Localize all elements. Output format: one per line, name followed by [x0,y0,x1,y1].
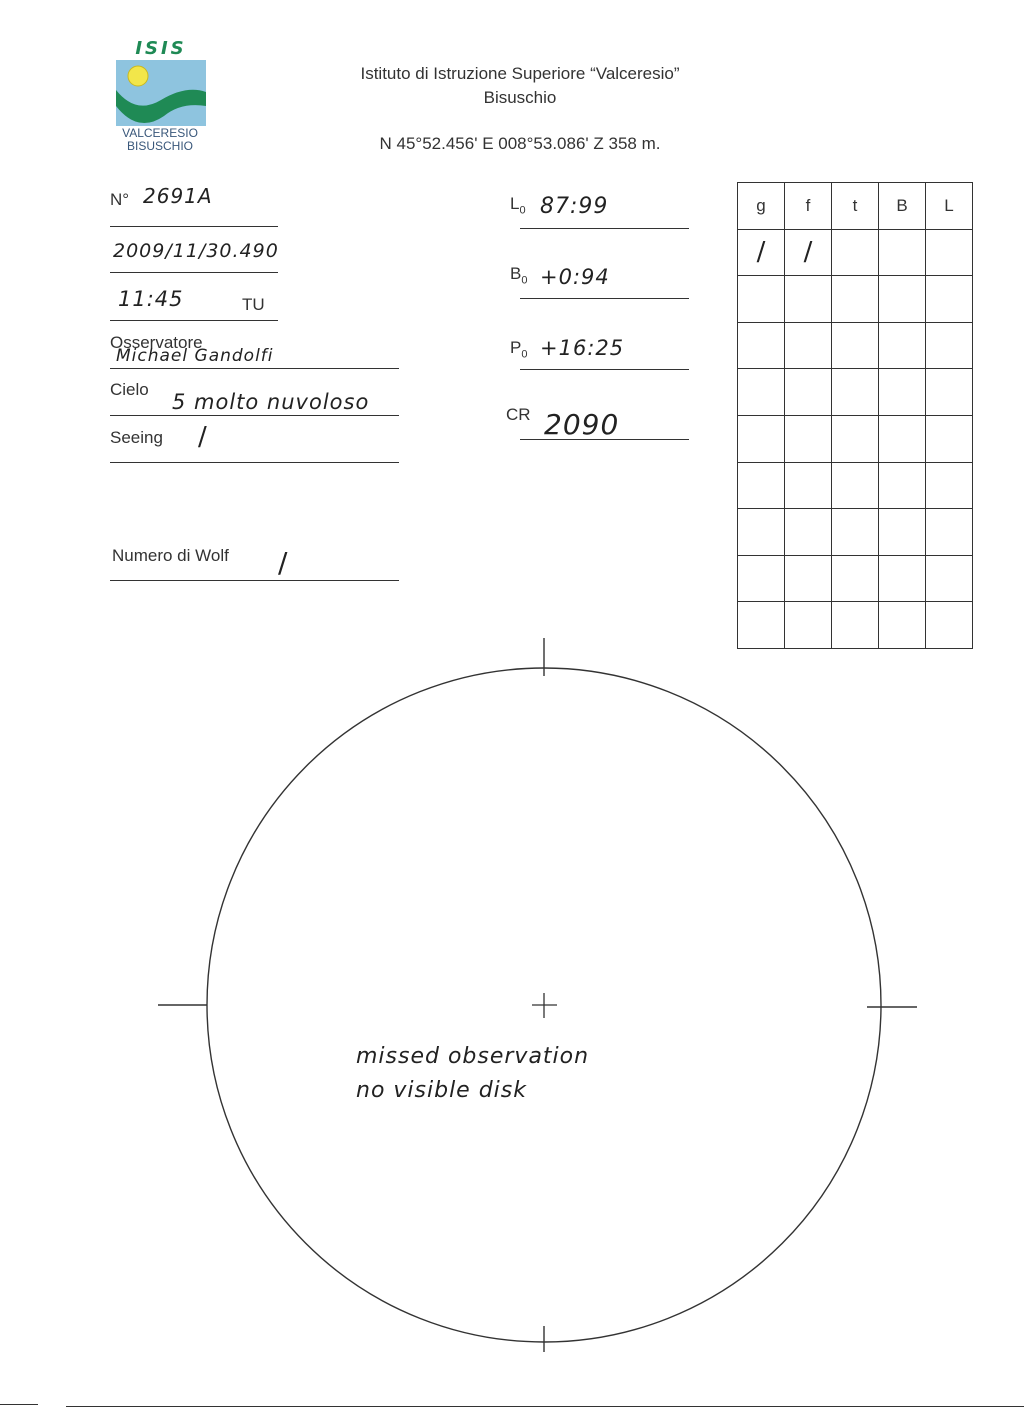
l0-value: 87:99 [540,194,609,219]
p0-label-sub: 0 [521,348,528,361]
institute-city: Bisuschio [483,88,557,107]
grid-header-g: g [738,183,785,230]
grid-header-l: L [926,183,973,230]
observer-value: Michael Gandolfi [116,346,274,366]
disk-note-line-1: missed observation [356,1044,590,1069]
wolf-number-value: / [278,546,289,579]
grid-cell: / [785,229,832,276]
site-coordinates: N 45°52.456' E 008°53.086' Z 358 m. [379,134,661,153]
p0-value: +16:25 [540,336,625,360]
logo-line-1: VALCERESIO [122,126,198,140]
p0-label-letter: P [510,338,522,357]
b0-label-letter: B [510,264,522,283]
observer-label: Osservatore [110,333,203,352]
l0-label-letter: L [510,194,520,213]
date-value: 2009/11/30.490 [113,240,279,262]
number-label: N° [110,190,130,209]
seeing-label: Seeing [110,428,163,447]
bottom-edge-line-left [0,1404,38,1405]
grid-header-t: t [832,183,879,230]
logo-brand-text: ISIS [135,38,187,59]
seeing-value: / [198,422,208,452]
grid-header-f: f [785,183,832,230]
sky-label: Cielo [110,380,149,399]
bottom-edge-line [66,1406,1024,1407]
b0-value: +0:94 [540,265,610,289]
time-unit-label: TU [242,295,265,314]
cr-value: 2090 [544,408,620,441]
wolf-number-label: Numero di Wolf [112,546,229,565]
grid-cell: / [738,229,785,276]
institute-name: Istituto di Istruzione Superiore “Valceresio” [360,64,680,83]
cr-label: CR [506,405,531,424]
b0-label-sub: 0 [521,274,528,287]
disk-note-line-2: no visible disk [356,1078,527,1103]
logo-line-2: BISUSCHIO [126,139,193,153]
time-value: 11:45 [118,287,184,311]
grid-header-b: B [879,183,926,230]
sky-value: 5 molto nuvoloso [172,390,370,414]
l0-label-sub: 0 [519,204,526,217]
number-value: 2691A [143,184,213,208]
